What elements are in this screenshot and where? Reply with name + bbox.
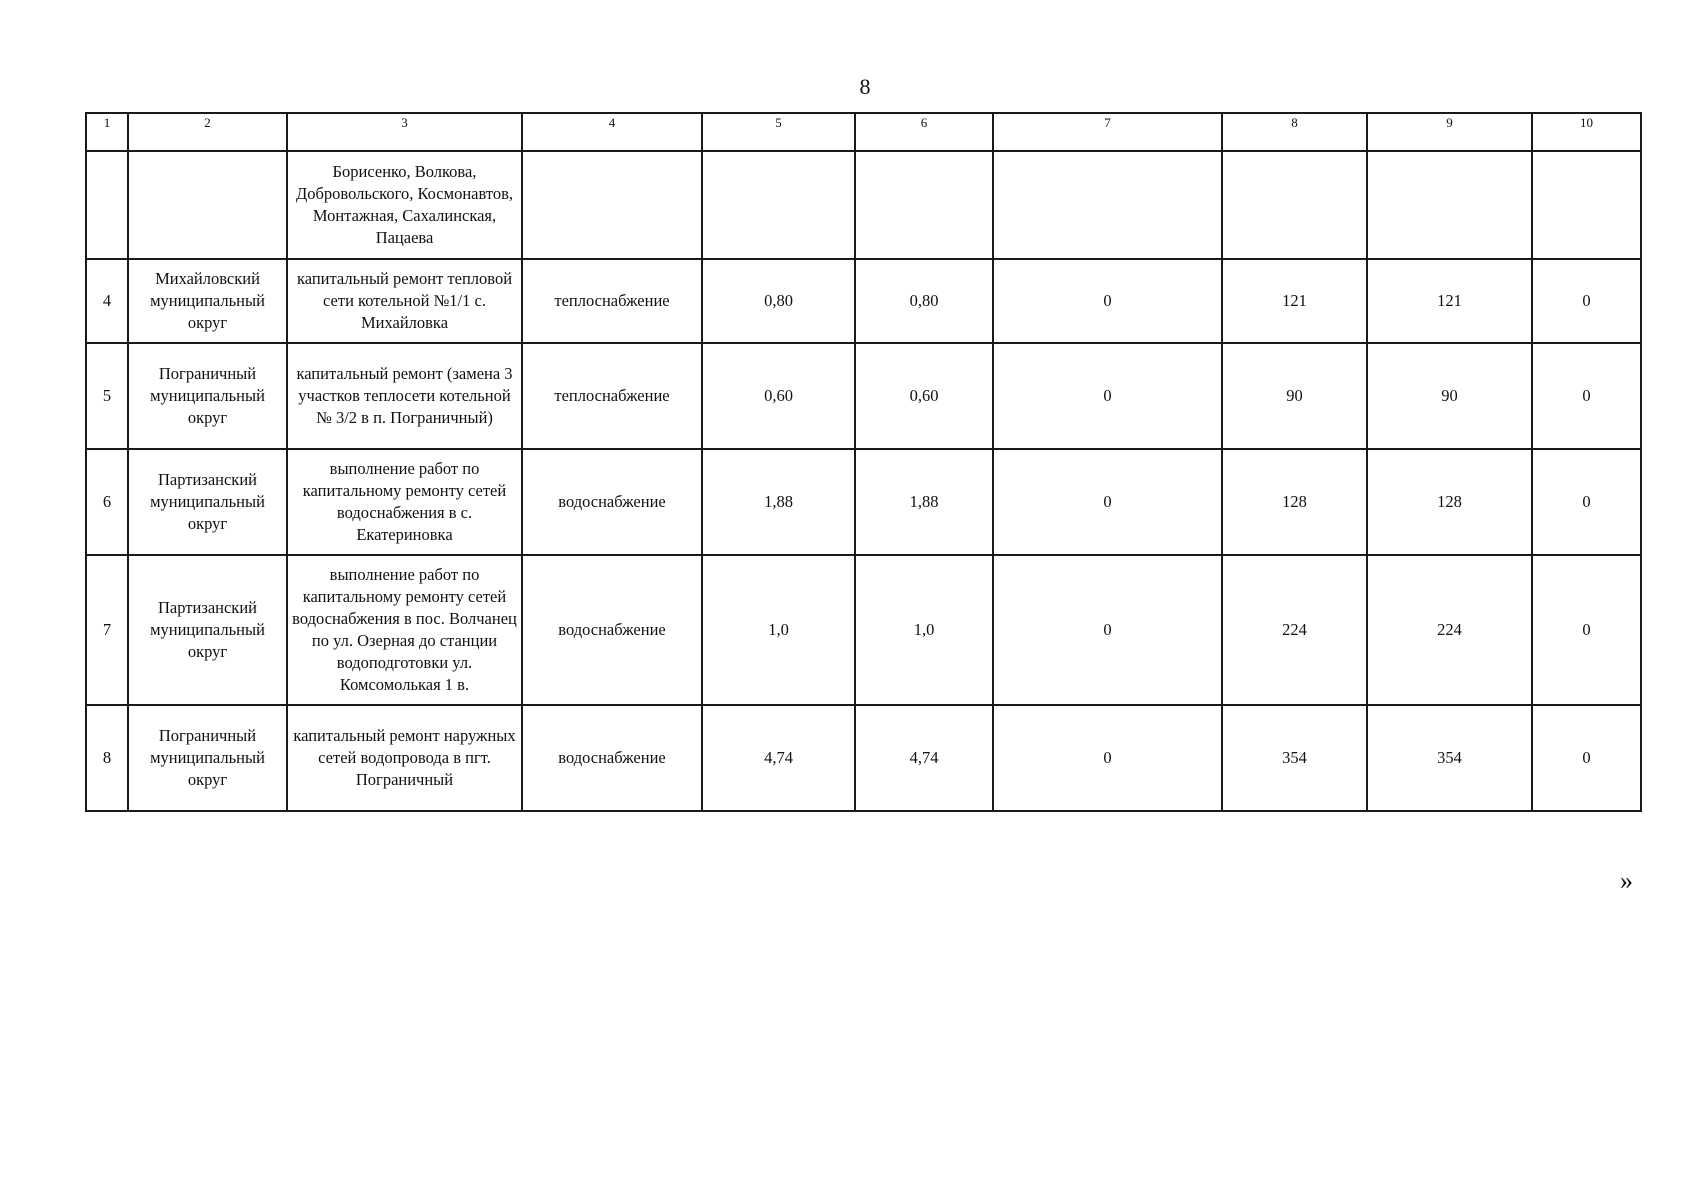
value-cell (1367, 151, 1532, 259)
value-cell: 0 (1532, 343, 1641, 449)
value-cell (702, 151, 855, 259)
value-cell: 0 (1532, 449, 1641, 555)
table-row (86, 705, 1641, 811)
utility-type-cell: водоснабжение (522, 449, 702, 555)
value-cell: 0 (993, 449, 1222, 555)
value-cell (993, 151, 1222, 259)
value-cell: 354 (1222, 705, 1367, 811)
work-description-cell: выполнение работ по капитальному ремонту сетей водоснабжения в с. Екатериновка (287, 449, 522, 555)
value-cell: 128 (1222, 449, 1367, 555)
value-cell: 4,74 (702, 705, 855, 811)
value-cell: 0 (993, 705, 1222, 811)
column-number: 8 (1222, 113, 1367, 151)
column-number: 9 (1367, 113, 1532, 151)
value-cell: 224 (1367, 555, 1532, 705)
works-table (85, 112, 1642, 812)
row-number-cell: 7 (86, 555, 128, 705)
value-cell: 0,60 (855, 343, 993, 449)
value-cell (855, 151, 993, 259)
utility-type-cell (522, 151, 702, 259)
column-number: 7 (993, 113, 1222, 151)
value-cell: 121 (1222, 259, 1367, 343)
value-cell (1532, 151, 1641, 259)
value-cell: 4,74 (855, 705, 993, 811)
work-description-cell: капитальный ремонт тепловой сети котельной №1/1 с. Михайловка (287, 259, 522, 343)
page-number: 8 (859, 74, 871, 99)
column-number: 10 (1532, 113, 1641, 151)
table-row (86, 555, 1641, 705)
value-cell: 0,60 (702, 343, 855, 449)
table-row (86, 449, 1641, 555)
work-description-cell: выполнение работ по капитальному ремонту сетей водоснабжения в пос. Волчанец по ул. Озерная до станции водоподготовки ул. Комсомолькая 1 в. (287, 555, 522, 705)
table-row (86, 259, 1641, 343)
value-cell: 90 (1367, 343, 1532, 449)
value-cell: 1,88 (855, 449, 993, 555)
value-cell: 121 (1367, 259, 1532, 343)
district-cell: Михайловский муниципальный округ (128, 259, 287, 343)
work-description-cell: капитальный ремонт (замена 3 участков теплосети котельной № 3/2 в п. Пограничный) (287, 343, 522, 449)
district-cell: Партизанский муниципальный округ (128, 449, 287, 555)
district-cell: Партизанский муниципальный округ (128, 555, 287, 705)
column-number: 1 (86, 113, 128, 151)
value-cell: 354 (1367, 705, 1532, 811)
value-cell: 0 (993, 343, 1222, 449)
value-cell: 1,88 (702, 449, 855, 555)
value-cell: 0,80 (702, 259, 855, 343)
column-number: 3 (287, 113, 522, 151)
table-row (86, 151, 1641, 259)
row-number-cell (86, 151, 128, 259)
work-description-cell: Борисенко, Волкова, Добровольского, Космонавтов, Монтажная, Сахалинская, Пацаева (287, 151, 522, 259)
column-number: 5 (702, 113, 855, 151)
column-number: 6 (855, 113, 993, 151)
value-cell: 128 (1367, 449, 1532, 555)
value-cell (1222, 151, 1367, 259)
value-cell: 0 (993, 259, 1222, 343)
utility-type-cell: теплоснабжение (522, 343, 702, 449)
closing-quote-mark: » (1620, 866, 1633, 895)
value-cell: 0 (993, 555, 1222, 705)
column-number: 4 (522, 113, 702, 151)
table-row (86, 343, 1641, 449)
value-cell: 0,80 (855, 259, 993, 343)
value-cell: 90 (1222, 343, 1367, 449)
row-number-cell: 5 (86, 343, 128, 449)
column-number: 2 (128, 113, 287, 151)
district-cell: Пограничный муниципальный округ (128, 705, 287, 811)
value-cell: 224 (1222, 555, 1367, 705)
utility-type-cell: теплоснабжение (522, 259, 702, 343)
utility-type-cell: водоснабжение (522, 705, 702, 811)
utility-type-cell: водоснабжение (522, 555, 702, 705)
value-cell: 0 (1532, 705, 1641, 811)
row-number-cell: 6 (86, 449, 128, 555)
work-description-cell: капитальный ремонт наружных сетей водопровода в пгт. Пограничный (287, 705, 522, 811)
row-number-cell: 4 (86, 259, 128, 343)
district-cell: Пограничный муниципальный округ (128, 343, 287, 449)
district-cell (128, 151, 287, 259)
value-cell: 1,0 (702, 555, 855, 705)
value-cell: 0 (1532, 259, 1641, 343)
value-cell: 1,0 (855, 555, 993, 705)
value-cell: 0 (1532, 555, 1641, 705)
row-number-cell: 8 (86, 705, 128, 811)
column-number-row (86, 113, 1641, 151)
